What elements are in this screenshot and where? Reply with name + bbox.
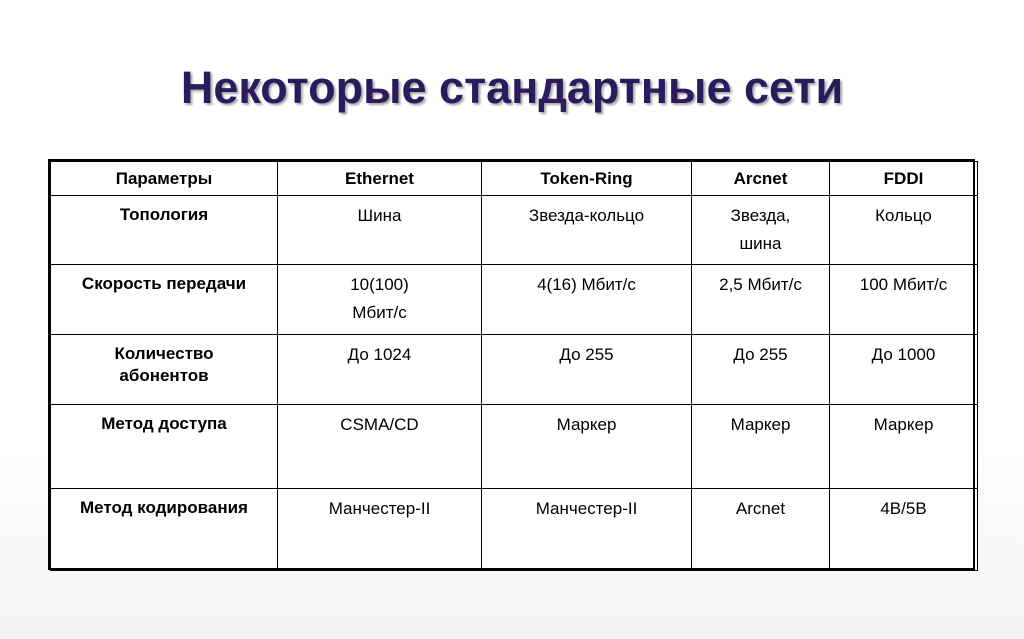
- row-label: Топология: [51, 196, 278, 265]
- table-cell: 100 Мбит/с: [830, 265, 978, 335]
- header-cell-ethernet: Ethernet: [278, 162, 482, 196]
- table-cell: Манчестер-II: [482, 489, 692, 571]
- header-cell-token-ring: Token-Ring: [482, 162, 692, 196]
- table-row-speed: [51, 265, 978, 335]
- table-cell: 4(16) Мбит/с: [482, 265, 692, 335]
- table-cell: Кольцо: [830, 196, 978, 265]
- header-cell-fddi: FDDI: [830, 162, 978, 196]
- networks-table-container: [48, 159, 975, 570]
- table-header-row: [51, 162, 978, 196]
- row-label: Метод кодирования: [51, 489, 278, 571]
- table-row-subscribers: [51, 335, 978, 405]
- table-cell: До 1024: [278, 335, 482, 405]
- table-cell: 4B/5B: [830, 489, 978, 571]
- table-row-encoding-method: [51, 489, 978, 571]
- row-label: Метод доступа: [51, 405, 278, 489]
- table-cell: Маркер: [482, 405, 692, 489]
- table-cell: Звезда, шина: [692, 196, 830, 265]
- table-cell: Arcnet: [692, 489, 830, 571]
- table-row-access-method: [51, 405, 978, 489]
- table-cell: Манчестер-II: [278, 489, 482, 571]
- table-row-topology: [51, 196, 978, 265]
- table-cell: 2,5 Мбит/с: [692, 265, 830, 335]
- networks-table: [50, 161, 978, 571]
- table-cell: 10(100) Мбит/с: [278, 265, 482, 335]
- row-label: Количество абонентов: [51, 335, 278, 405]
- table-cell: Маркер: [692, 405, 830, 489]
- table-cell: Маркер: [830, 405, 978, 489]
- table-cell: CSMA/CD: [278, 405, 482, 489]
- table-cell: До 255: [482, 335, 692, 405]
- header-cell-arcnet: Arcnet: [692, 162, 830, 196]
- table-cell: До 1000: [830, 335, 978, 405]
- slide-title: Некоторые стандартные сети: [180, 62, 844, 113]
- header-cell-parameters: Параметры: [51, 162, 278, 196]
- table-cell: До 255: [692, 335, 830, 405]
- table-cell: Шина: [278, 196, 482, 265]
- row-label: Скорость передачи: [51, 265, 278, 335]
- table-cell: Звезда-кольцо: [482, 196, 692, 265]
